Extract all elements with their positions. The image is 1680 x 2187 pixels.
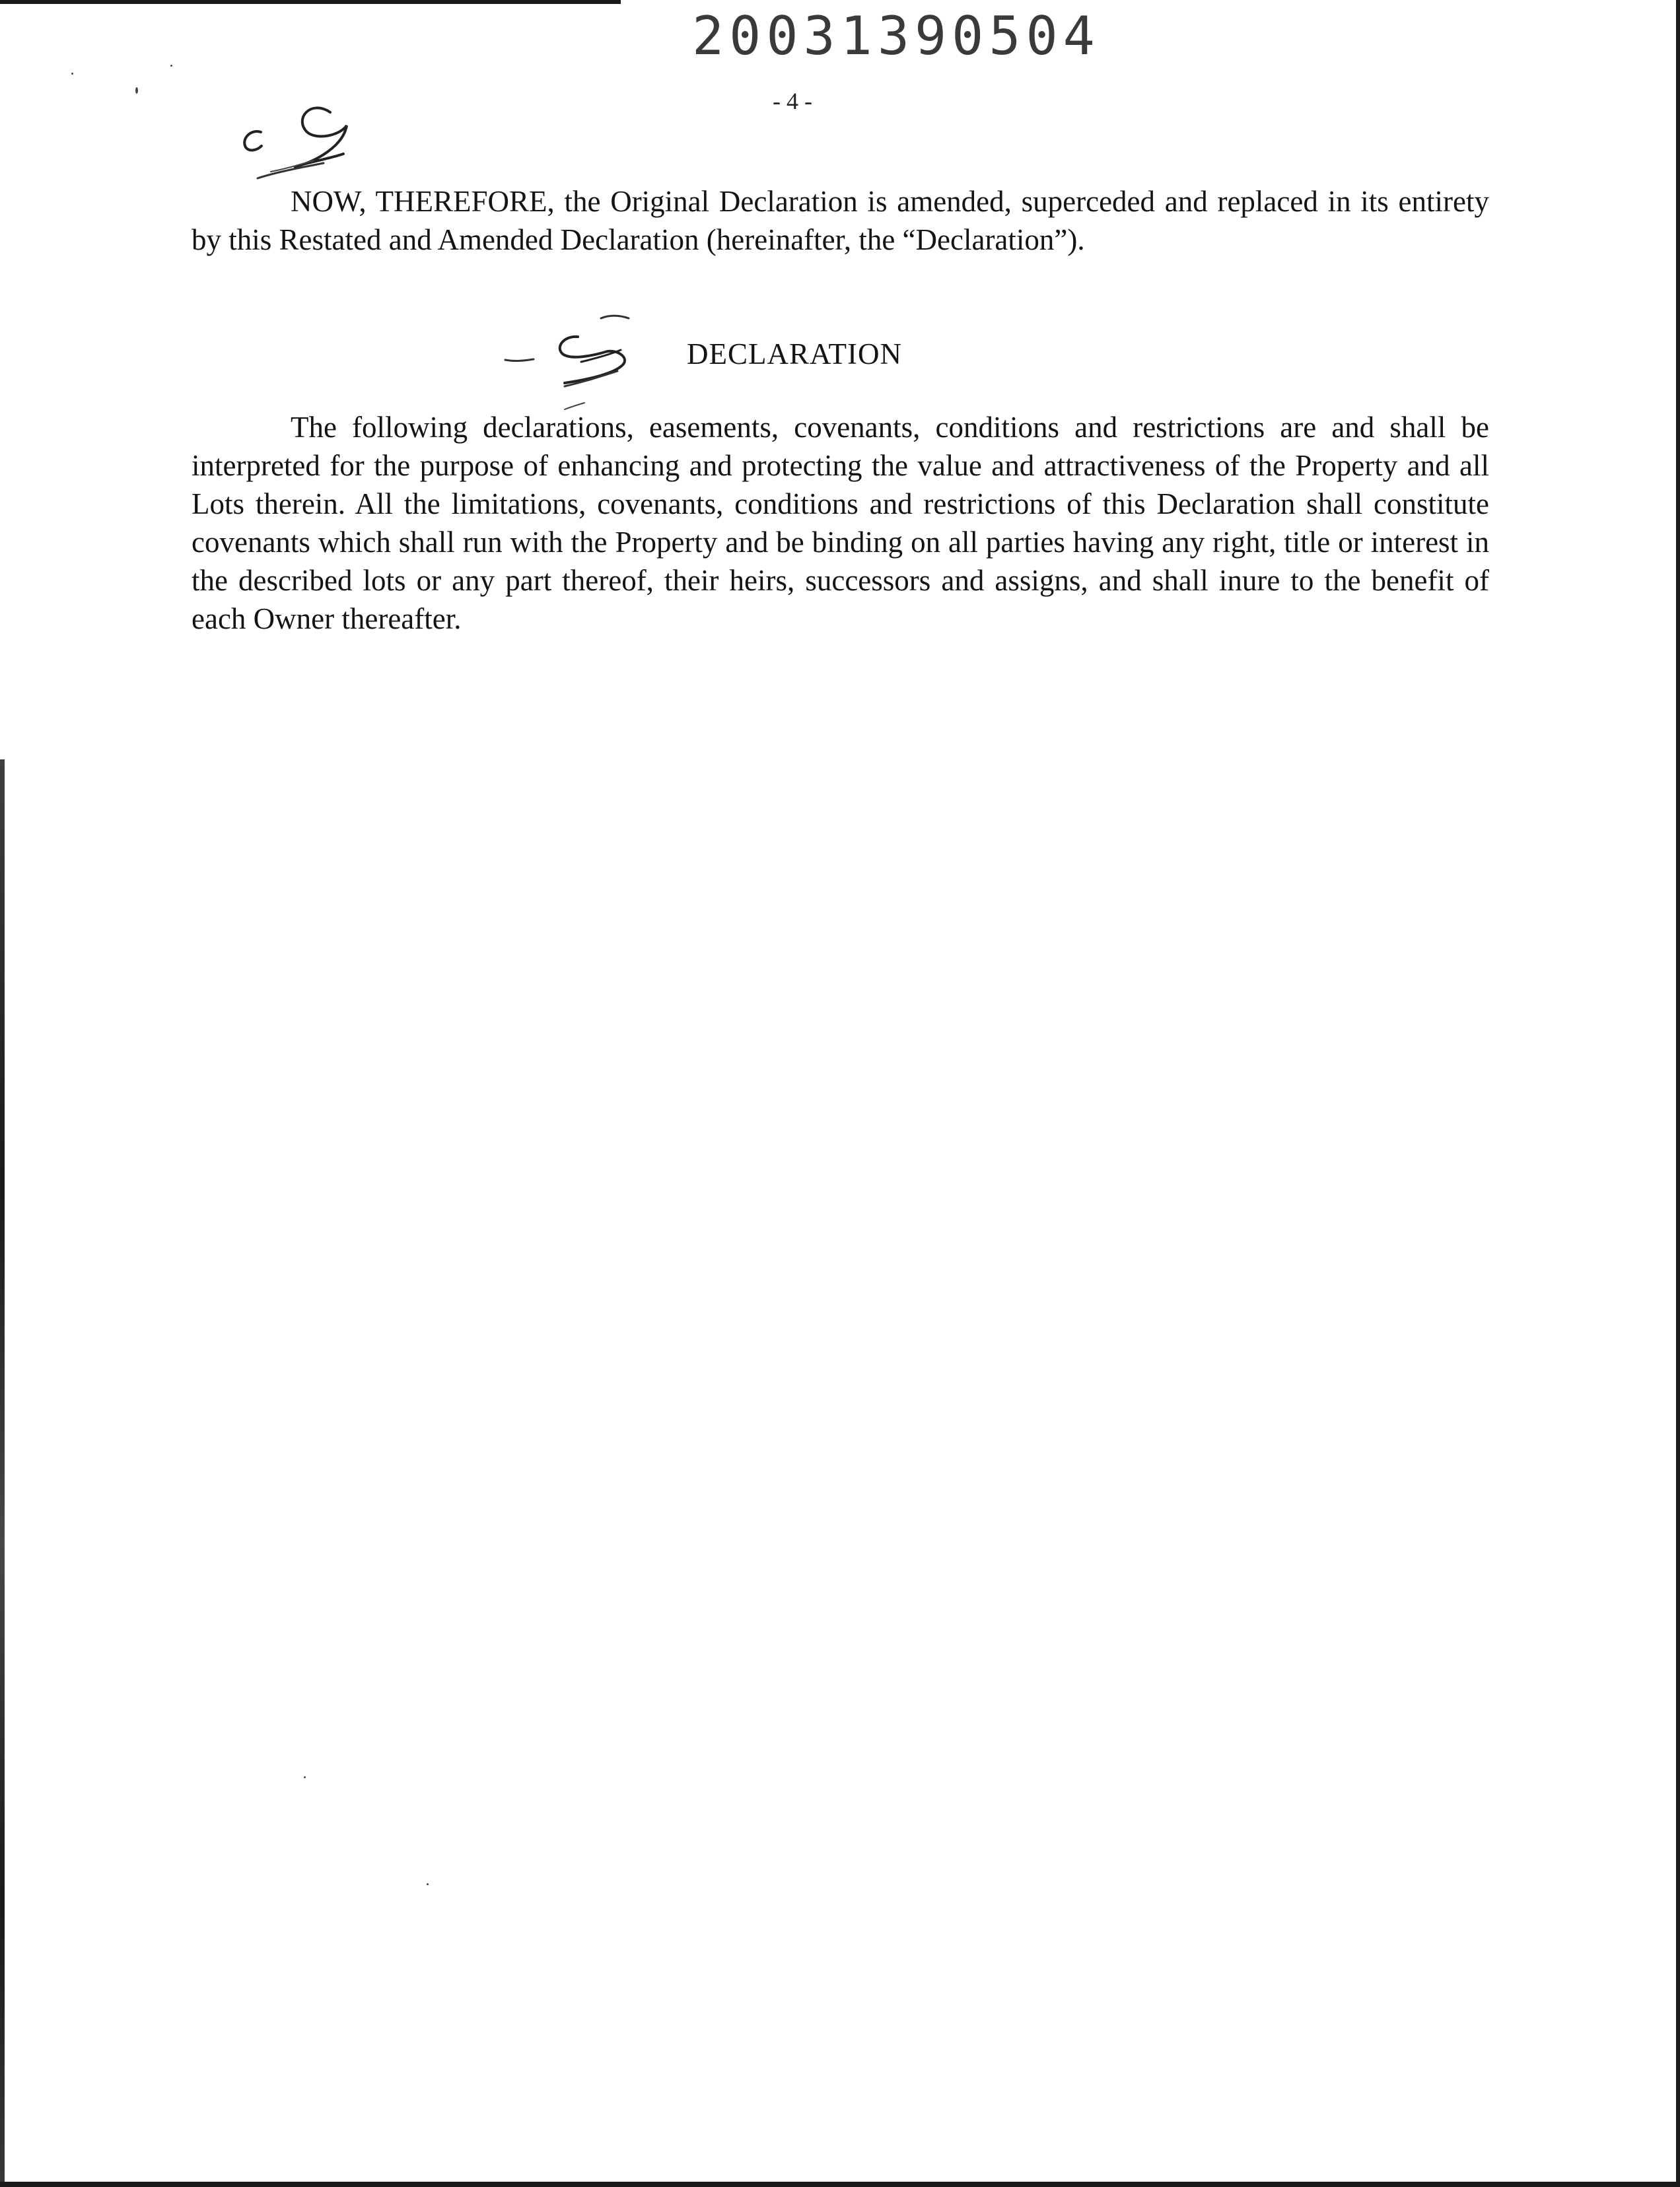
scan-speck (170, 65, 172, 67)
paragraph-1-text: NOW, THEREFORE, the Original Declaration is amended, superceded and replaced in its entirety by this Restated and Amended Declaration (hereinafter, the “Declaration”). (192, 185, 1489, 256)
recording-number: 20031390504 (692, 5, 1100, 67)
section-heading: DECLARATION (687, 337, 902, 370)
paragraph-2-text: The following declarations, easements, covenants, conditions and restrictions are and shall be interpreted for the purpose of enhancing and protecting the value and attractiveness of the Property and all Lots therein. All the limitations, covenants, conditions and restrictions of this Declaration shall constitute covenants which shall run with the Property and be binding on all parties having any right, title or interest in the described lots or any part thereof, their heirs, successors and assigns, and shall inure to the benefit of each Owner thereafter. (192, 411, 1489, 635)
paragraph-declaration-body (192, 408, 1489, 638)
scan-border-bottom (0, 2182, 1680, 2187)
scan-border-left (0, 759, 5, 2186)
page-number: - 4 - (773, 88, 812, 114)
scan-speck (135, 87, 138, 94)
handwritten-initials-icon (502, 310, 647, 416)
scan-speck (71, 73, 73, 75)
scan-border-top (0, 0, 621, 4)
scan-speck (427, 1883, 429, 1885)
handwritten-initials-icon (231, 96, 383, 188)
scan-speck (304, 1776, 306, 1778)
scan-border-right (1676, 0, 1680, 2187)
paragraph-now-therefore (192, 182, 1489, 259)
